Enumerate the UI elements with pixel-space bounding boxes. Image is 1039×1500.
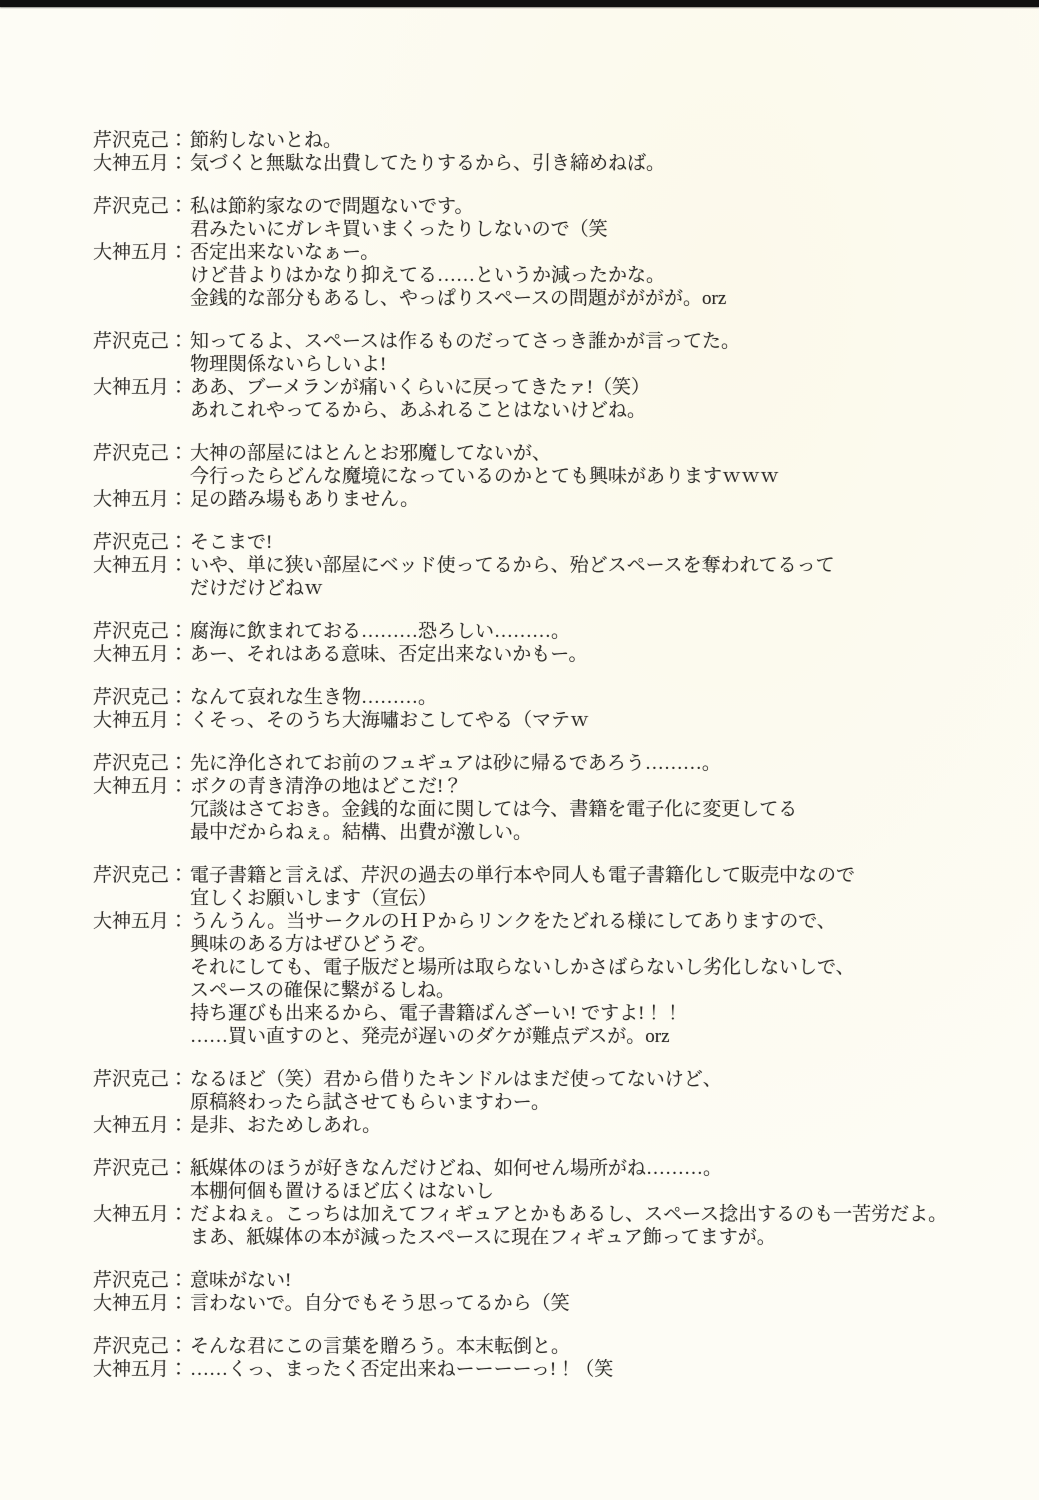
dialogue-turn: [93, 195, 973, 241]
dialogue-line: 冗談はさておき。金銭的な面に関しては今、書籍を電子化に変更してる: [190, 799, 798, 820]
speaker-label: 芹沢克己：: [93, 1158, 189, 1179]
dialogue-block: [93, 531, 973, 600]
dialogue-line: だけだけどねｗ: [190, 578, 324, 599]
speaker-label: 大神五月：: [93, 242, 189, 263]
dialogue-line: なんて哀れな生き物………。: [190, 687, 438, 708]
dialogue-block: [93, 686, 973, 732]
dialogue-turn: [93, 488, 973, 511]
dialogue-line: 腐海に飲まれておる………恐ろしい………。: [190, 621, 571, 642]
speaker-label: 大神五月：: [93, 1293, 189, 1314]
dialogue-turn: [93, 1203, 973, 1249]
dialogue-line: それにしても、電子版だと場所は取らないしかさばらないし劣化しないしで、: [190, 957, 855, 978]
dialogue-line: 物理関係ないらしいよ!: [190, 354, 387, 375]
dialogue-line: くそっ、そのうち大海嘯おこしてやる（マテｗ: [190, 710, 590, 731]
dialogue-turn: [93, 1358, 973, 1381]
speaker-label: 芹沢克己：: [93, 1270, 189, 1291]
speaker-label: 芹沢克己：: [93, 865, 189, 886]
dialogue-lines: [190, 1335, 973, 1358]
speaker-label: 大神五月：: [93, 710, 189, 731]
dialogue-lines: [190, 488, 973, 511]
dialogue-turn: [93, 1114, 973, 1137]
dialogue-turn: [93, 376, 973, 422]
dialogue-lines: [190, 554, 973, 600]
speaker-label: 芹沢克己：: [93, 753, 189, 774]
speaker-label: 大神五月：: [93, 644, 189, 665]
dialogue-line: ああ、ブーメランが痛いくらいに戻ってきたァ!（笑）: [190, 377, 651, 398]
speaker-label: 大神五月：: [93, 776, 189, 797]
dialogue-lines: [190, 686, 973, 709]
dialogue-turn: [93, 864, 973, 910]
dialogue-line: 先に浄化されてお前のフュギュアは砂に帰るであろう………。: [190, 753, 721, 774]
dialogue-line: 金銭的な部分もあるし、やっぱりスペースの問題がががが。orz: [190, 288, 727, 309]
dialogue-block: [93, 195, 973, 310]
speaker-label: 芹沢克己：: [93, 196, 189, 217]
dialogue-turn: [93, 709, 973, 732]
dialogue-turn: [93, 1335, 973, 1358]
dialogue-turn: [93, 1269, 973, 1292]
dialogue-line: 節約しないとね。: [190, 130, 343, 151]
dialogue-line: 君みたいにガレキ買いまくったりしないので（笑: [190, 219, 608, 240]
dialogue-lines: [190, 775, 973, 844]
dialogue-turn: [93, 775, 973, 844]
dialogue-line: まあ、紙媒体の本が減ったスペースに現在フィギュア飾ってますが。: [190, 1227, 776, 1248]
dialogue-lines: [190, 531, 973, 554]
dialogue-turn: [93, 1292, 973, 1315]
dialogue-line: 紙媒体のほうが好きなんだけどね、如何せん場所がね………。: [190, 1158, 723, 1179]
dialogue-line: いや、単に狭い部屋にベッド使ってるから、殆どスペースを奪われてるって: [190, 555, 835, 576]
speaker-label: 芹沢克己：: [93, 532, 189, 553]
dialogue-line: 持ち運びも出来るから、電子書籍ばんざーい! ですよ!！！: [190, 1003, 683, 1024]
speaker-label: 芹沢克己：: [93, 687, 189, 708]
dialogue-lines: [190, 1203, 973, 1249]
dialogue-transcript: [93, 129, 973, 1401]
dialogue-lines: [190, 1114, 973, 1137]
dialogue-block: [93, 442, 973, 511]
dialogue-turn: [93, 910, 973, 1048]
dialogue-line: 足の踏み場もありません。: [190, 489, 420, 510]
dialogue-line: 本棚何個も置けるほど広くはないし: [190, 1181, 495, 1202]
dialogue-block: [93, 1068, 973, 1137]
dialogue-lines: [190, 910, 973, 1048]
dialogue-turn: [93, 1068, 973, 1114]
dialogue-block: [93, 752, 973, 844]
dialogue-line: 是非、おためしあれ。: [190, 1115, 382, 1136]
speaker-label: 芹沢克己：: [93, 621, 189, 642]
dialogue-turn: [93, 330, 973, 376]
dialogue-lines: [190, 620, 973, 643]
dialogue-line: 今行ったらどんな魔境になっているのかとても興味がありますｗｗｗ: [190, 466, 780, 487]
dialogue-line: 電子書籍と言えば、芹沢の過去の単行本や同人も電子書籍化して販売中なので: [190, 865, 856, 886]
dialogue-turn: [93, 643, 973, 666]
dialogue-lines: [190, 1358, 973, 1381]
speaker-label: 芹沢克己：: [93, 1336, 189, 1357]
dialogue-line: あれこれやってるから、あふれることはないけどね。: [190, 400, 647, 421]
dialogue-block: [93, 620, 973, 666]
dialogue-block: [93, 129, 973, 175]
dialogue-line: だよねぇ。こっちは加えてフィギュアとかもあるし、スペース捻出するのも一苦労だよ。: [190, 1204, 948, 1225]
dialogue-lines: [190, 864, 973, 910]
dialogue-lines: [190, 330, 973, 376]
speaker-label: 大神五月：: [93, 1204, 189, 1225]
speaker-label: 大神五月：: [93, 911, 189, 932]
speaker-label: 大神五月：: [93, 1359, 189, 1380]
dialogue-lines: [190, 1292, 973, 1315]
speaker-label: 芹沢克己：: [93, 130, 189, 151]
dialogue-lines: [190, 709, 973, 732]
dialogue-lines: [190, 643, 973, 666]
speaker-label: 芹沢克己：: [93, 1069, 189, 1090]
speaker-label: 大神五月：: [93, 153, 189, 174]
dialogue-line: なるほど（笑）君から借りたキンドルはまだ使ってないけど、: [190, 1069, 722, 1090]
dialogue-block: [93, 330, 973, 422]
dialogue-line: 意味がない!: [190, 1270, 292, 1291]
dialogue-block: [93, 864, 973, 1048]
speaker-label: 芹沢克己：: [93, 331, 189, 352]
dialogue-line: 最中だからねぇ。結構、出費が激しい。: [190, 822, 533, 843]
dialogue-turn: [93, 686, 973, 709]
dialogue-turn: [93, 1157, 973, 1203]
dialogue-lines: [190, 1157, 973, 1203]
dialogue-lines: [190, 152, 973, 175]
dialogue-line: 大神の部屋にはとんとお邪魔してないが、: [190, 443, 552, 464]
dialogue-lines: [190, 129, 973, 152]
dialogue-turn: [93, 129, 973, 152]
dialogue-line: あー、それはある意味、否定出来ないかもー。: [190, 644, 588, 665]
dialogue-lines: [190, 752, 973, 775]
dialogue-block: [93, 1157, 973, 1249]
dialogue-lines: [190, 195, 973, 241]
speaker-label: 大神五月：: [93, 377, 189, 398]
speaker-label: 芹沢克己：: [93, 443, 189, 464]
dialogue-line: けど昔よりはかなり抑えてる……というか減ったかな。: [190, 265, 666, 286]
dialogue-lines: [190, 241, 973, 310]
dialogue-line: 興味のある方はぜひどうぞ。: [190, 934, 437, 955]
dialogue-line: 原稿終わったら試させてもらいますわー。: [190, 1092, 551, 1113]
dialogue-line: うんうん。当サークルのＨＰからリンクをたどれる様にしてありますので、: [190, 911, 836, 932]
dialogue-line: 言わないで。自分でもそう思ってるから（笑: [190, 1293, 570, 1314]
scan-edge-artifact: [0, 0, 1039, 7]
dialogue-line: スペースの確保に繋がるしね。: [190, 980, 456, 1001]
speaker-label: 大神五月：: [93, 555, 189, 576]
dialogue-line: ボクの青き清浄の地はどこだ!？: [190, 776, 463, 797]
dialogue-block: [93, 1269, 973, 1315]
dialogue-turn: [93, 531, 973, 554]
dialogue-turn: [93, 152, 973, 175]
dialogue-line: 気づくと無駄な出費してたりするから、引き締めねば。: [190, 153, 666, 174]
speaker-label: 大神五月：: [93, 1115, 189, 1136]
dialogue-turn: [93, 752, 973, 775]
dialogue-block: [93, 1335, 973, 1381]
dialogue-line: 宜しくお願いします（宣伝）: [190, 888, 438, 909]
dialogue-turn: [93, 554, 973, 600]
dialogue-turn: [93, 620, 973, 643]
dialogue-lines: [190, 376, 973, 422]
dialogue-lines: [190, 442, 973, 488]
dialogue-line: 否定出来ないなぁー。: [190, 242, 380, 263]
dialogue-line: そこまで!: [190, 532, 273, 553]
dialogue-turn: [93, 442, 973, 488]
dialogue-line: 私は節約家なので問題ないです。: [190, 196, 474, 217]
dialogue-line: ……くっ、まったく否定出来ねーーーーっ!！（笑: [190, 1359, 614, 1380]
dialogue-line: 知ってるよ、スペースは作るものだってさっき誰かが言ってた。: [190, 331, 741, 352]
dialogue-line: そんな君にこの言葉を贈ろう。本末転倒と。: [190, 1336, 571, 1357]
dialogue-turn: [93, 241, 973, 310]
dialogue-lines: [190, 1269, 973, 1292]
dialogue-line: ……買い直すのと、発売が遅いのダケが難点デスが。orz: [190, 1026, 670, 1047]
dialogue-lines: [190, 1068, 973, 1114]
speaker-label: 大神五月：: [93, 489, 189, 510]
